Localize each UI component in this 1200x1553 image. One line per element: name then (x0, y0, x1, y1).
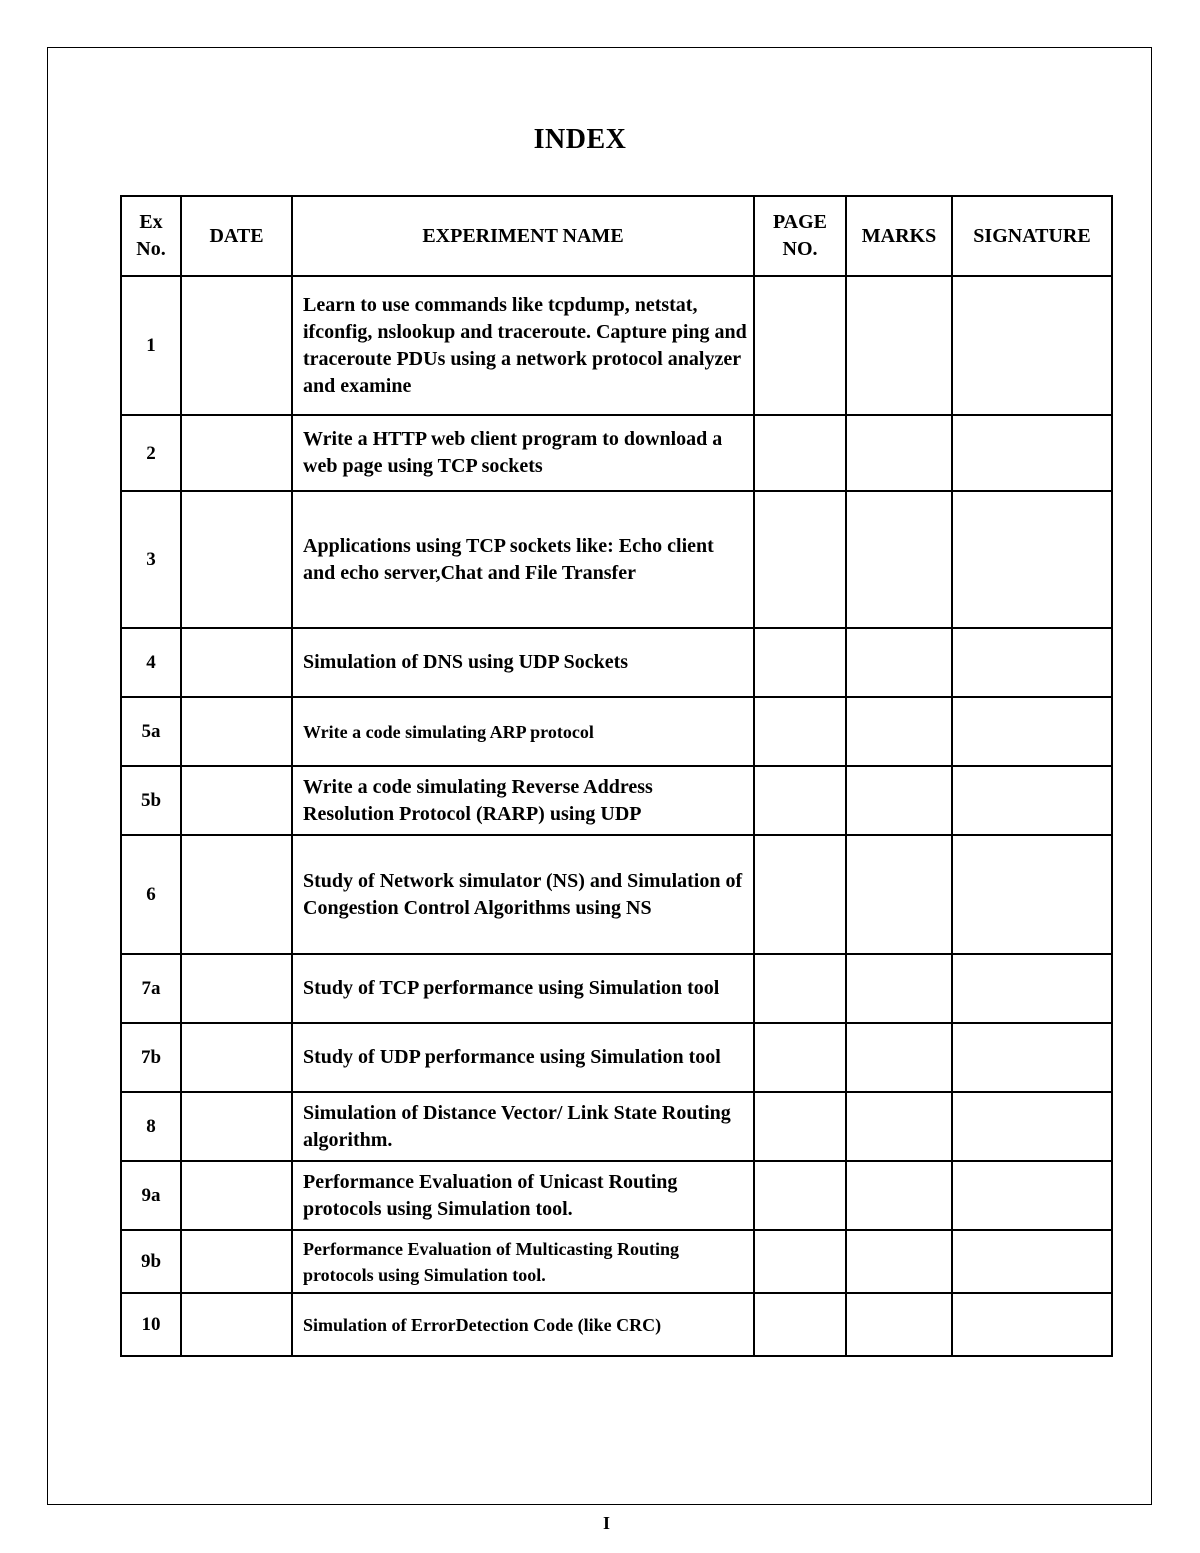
experiment-name-cell: Write a code simulating ARP protocol (292, 697, 754, 766)
signature-cell (952, 1023, 1112, 1092)
experiment-name-cell: Study of TCP performance using Simulation tool (292, 954, 754, 1023)
marks-cell (846, 1161, 952, 1230)
table-row (121, 1023, 1112, 1092)
page-no-cell (754, 1293, 846, 1356)
ex-no-cell: 5a (121, 697, 181, 766)
signature-cell (952, 1092, 1112, 1161)
marks-cell (846, 491, 952, 628)
signature-cell (952, 835, 1112, 954)
ex-no-cell: 9a (121, 1161, 181, 1230)
ex-no-cell: 6 (121, 835, 181, 954)
marks-cell (846, 415, 952, 491)
header-signature: SIGNATURE (952, 196, 1112, 276)
table-row (121, 276, 1112, 415)
date-cell (181, 697, 292, 766)
signature-cell (952, 954, 1112, 1023)
ex-no-cell: 8 (121, 1092, 181, 1161)
table-row (121, 835, 1112, 954)
table-row (121, 491, 1112, 628)
date-cell (181, 1161, 292, 1230)
experiment-name-cell: Applications using TCP sockets like: Echo client and echo server,Chat and File Transfer (292, 491, 754, 628)
marks-cell (846, 697, 952, 766)
header-experiment-name: EXPERIMENT NAME (292, 196, 754, 276)
page-no-cell (754, 1092, 846, 1161)
header-date: DATE (181, 196, 292, 276)
experiment-name-cell: Simulation of ErrorDetection Code (like CRC) (292, 1293, 754, 1356)
page-no-cell (754, 491, 846, 628)
marks-cell (846, 766, 952, 835)
experiment-name-cell: Study of UDP performance using Simulation tool (292, 1023, 754, 1092)
date-cell (181, 954, 292, 1023)
date-cell (181, 628, 292, 697)
ex-no-cell: 9b (121, 1230, 181, 1293)
marks-cell (846, 835, 952, 954)
experiment-name-cell: Performance Evaluation of Unicast Routing protocols using Simulation tool. (292, 1161, 754, 1230)
marks-cell (846, 1023, 952, 1092)
signature-cell (952, 628, 1112, 697)
table-row (121, 697, 1112, 766)
signature-cell (952, 697, 1112, 766)
marks-cell (846, 954, 952, 1023)
date-cell (181, 766, 292, 835)
marks-cell (846, 1230, 952, 1293)
date-cell (181, 1230, 292, 1293)
page-no-cell (754, 954, 846, 1023)
signature-cell (952, 1230, 1112, 1293)
header-page-no: PAGE NO. (754, 196, 846, 276)
index-table (120, 195, 1113, 1357)
table-row (121, 1092, 1112, 1161)
experiment-name-cell: Learn to use commands like tcpdump, netstat, ifconfig, nslookup and traceroute. Capture ping and traceroute PDUs using a network protocol analyzer and examine (292, 276, 754, 415)
experiment-name-cell: Simulation of DNS using UDP Sockets (292, 628, 754, 697)
header-marks: MARKS (846, 196, 952, 276)
ex-no-cell: 1 (121, 276, 181, 415)
table-row (121, 1161, 1112, 1230)
signature-cell (952, 1293, 1112, 1356)
page-no-cell (754, 697, 846, 766)
experiment-name-cell: Simulation of Distance Vector/ Link State Routing algorithm. (292, 1092, 754, 1161)
signature-cell (952, 491, 1112, 628)
experiment-name-cell: Performance Evaluation of Multicasting Routing protocols using Simulation tool. (292, 1230, 754, 1293)
marks-cell (846, 1293, 952, 1356)
date-cell (181, 491, 292, 628)
experiment-name-cell: Study of Network simulator (NS) and Simulation of Congestion Control Algorithms using NS (292, 835, 754, 954)
date-cell (181, 415, 292, 491)
ex-no-cell: 2 (121, 415, 181, 491)
date-cell (181, 1023, 292, 1092)
ex-no-cell: 5b (121, 766, 181, 835)
signature-cell (952, 1161, 1112, 1230)
table-row (121, 1230, 1112, 1293)
experiment-name-cell: Write a HTTP web client program to download a web page using TCP sockets (292, 415, 754, 491)
page-no-cell (754, 835, 846, 954)
ex-no-cell: 7a (121, 954, 181, 1023)
table-row (121, 1293, 1112, 1356)
header-ex-no: Ex No. (121, 196, 181, 276)
page-no-cell (754, 766, 846, 835)
marks-cell (846, 1092, 952, 1161)
signature-cell (952, 276, 1112, 415)
ex-no-cell: 3 (121, 491, 181, 628)
table-row (121, 954, 1112, 1023)
page-no-cell (754, 628, 846, 697)
marks-cell (846, 276, 952, 415)
page-no-cell (754, 276, 846, 415)
page-no-cell (754, 1161, 846, 1230)
experiment-name-cell: Write a code simulating Reverse Address Resolution Protocol (RARP) using UDP (292, 766, 754, 835)
table-row (121, 628, 1112, 697)
table-row (121, 415, 1112, 491)
ex-no-cell: 10 (121, 1293, 181, 1356)
table-row (121, 766, 1112, 835)
page-no-cell (754, 1230, 846, 1293)
signature-cell (952, 766, 1112, 835)
page-title: INDEX (533, 124, 627, 155)
date-cell (181, 835, 292, 954)
ex-no-cell: 7b (121, 1023, 181, 1092)
marks-cell (846, 628, 952, 697)
signature-cell (952, 415, 1112, 491)
date-cell (181, 276, 292, 415)
ex-no-cell: 4 (121, 628, 181, 697)
date-cell (181, 1092, 292, 1161)
table-header-row (121, 196, 1112, 276)
page-no-cell (754, 415, 846, 491)
page-no-cell (754, 1023, 846, 1092)
page-number: I (602, 1513, 610, 1533)
date-cell (181, 1293, 292, 1356)
